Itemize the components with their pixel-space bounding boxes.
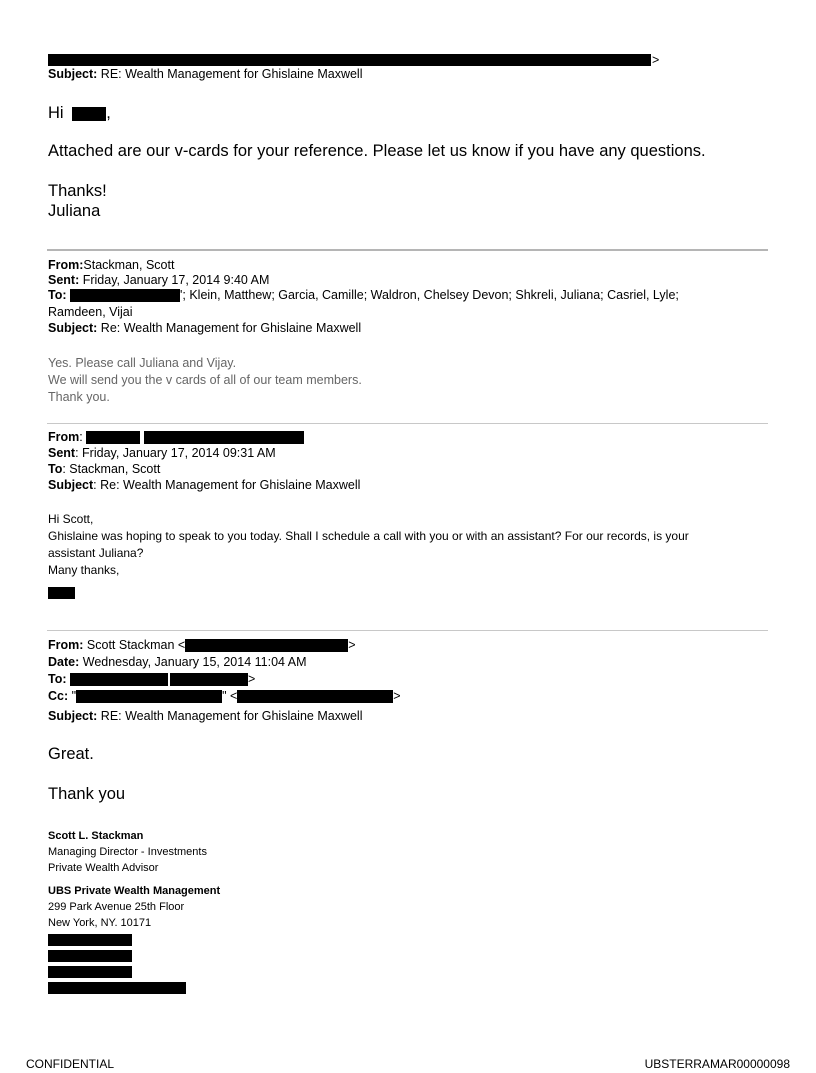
email3-body-line: Hi Scott,: [48, 512, 94, 526]
to-suffix: >: [248, 672, 256, 686]
to-value: '; Klein, Matthew; Garcia, Camille; Waldron, Chelsey Devon; Shkreli, Juliana; Casriel, Lyle;: [180, 288, 679, 302]
email4-body-great: Great.: [48, 745, 94, 763]
subject-label: Subject:: [48, 709, 98, 723]
signature-title: Private Wealth Advisor: [48, 862, 159, 874]
sent-label: Sent:: [48, 273, 80, 287]
email3-to-line: To: Stackman, Scott: [48, 462, 161, 476]
footer-bates-number: UBSTERRAMAR00000098: [644, 1057, 790, 1071]
redaction-bar: [86, 431, 140, 444]
from-label: From:: [48, 638, 84, 652]
email2-from-line: [48, 258, 174, 273]
email3-signature-redaction: [48, 584, 75, 602]
email3-from-line: From:: [48, 430, 304, 445]
email4-subject-line: [48, 709, 363, 724]
redaction-bar: [72, 107, 106, 121]
from-value: Stackman, Scott: [83, 258, 175, 272]
redaction-bar: [48, 966, 132, 978]
email3-body-line: Many thanks,: [48, 563, 120, 577]
subject-value: Re: Wealth Management for Ghislaine Maxwell: [100, 478, 361, 492]
from-label: From: [48, 430, 80, 444]
signature-name: Scott L. Stackman: [48, 830, 144, 842]
email2-body-line: Yes. Please call Juliana and Vijay.: [48, 356, 237, 370]
top-body-text: Attached are our v-cards for your reference. Please let us know if you have any questions.: [48, 142, 706, 160]
redaction-bar: [48, 950, 132, 962]
greeting-prefix: Hi: [48, 104, 64, 122]
redacted-header-line: >: [48, 51, 659, 69]
from-suffix: >: [348, 638, 356, 652]
from-label: From:: [48, 258, 84, 272]
redaction-bar: [48, 54, 651, 66]
email2-to-line2: Ramdeen, Vijai: [48, 305, 133, 319]
redaction-bar: [70, 289, 180, 302]
subject-value: Re: Wealth Management for Ghislaine Maxwell: [100, 321, 362, 335]
cc-label: Cc:: [48, 689, 69, 703]
redaction-bar: [48, 934, 132, 946]
email2-to-line: [48, 288, 679, 303]
to-label: To: [48, 462, 63, 476]
top-thanks: Thanks!: [48, 182, 107, 200]
email3-subject-line: Subject: Re: Wealth Management for Ghislaine Maxwell: [48, 478, 361, 492]
email4-to-line: [48, 672, 255, 687]
redaction-bar: [170, 673, 248, 686]
email2-body-line: Thank you.: [48, 390, 110, 404]
to-label: To:: [48, 672, 67, 686]
divider: [47, 630, 768, 631]
email4-date-line: [48, 655, 307, 670]
redaction-bar: [144, 431, 304, 444]
divider: [47, 249, 768, 251]
subject-value: RE: Wealth Management for Ghislaine Maxwell: [100, 709, 363, 723]
subject-label: Subject: [48, 478, 94, 492]
email4-body-thanks: Thank you: [48, 785, 126, 803]
greeting: [48, 103, 111, 123]
divider: [47, 423, 768, 424]
date-value: Wednesday, January 15, 2014 11:04 AM: [82, 655, 307, 669]
redaction-bar: [76, 690, 222, 703]
cc-quote: ": [71, 689, 77, 703]
email3-body-line: assistant Juliana?: [48, 546, 144, 560]
footer-confidential: CONFIDENTIAL: [26, 1057, 115, 1071]
cc-suffix: >: [393, 689, 401, 703]
email2-body-line: We will send you the v cards of all of our team members.: [48, 373, 362, 387]
top-signoff: Juliana: [48, 202, 101, 220]
subject-text: RE: Wealth Management for Ghislaine Maxwell: [100, 67, 363, 81]
top-subject-line: [48, 67, 363, 82]
from-value: Scott Stackman <: [86, 638, 186, 652]
greeting-suffix: ,: [106, 104, 111, 122]
subject-label: Subject:: [48, 321, 98, 335]
redaction-bar: [237, 690, 393, 703]
signature-company: UBS Private Wealth Management: [48, 885, 221, 897]
redaction-bar: [48, 587, 75, 599]
signature-address: 299 Park Avenue 25th Floor: [48, 901, 185, 913]
to-label: To:: [48, 288, 67, 302]
cc-quote: " <: [222, 689, 238, 703]
redaction-bar: [70, 673, 168, 686]
sent-label: Sent: [48, 446, 76, 460]
to-value: Stackman, Scott: [69, 462, 161, 476]
subject-label: Subject:: [48, 67, 98, 81]
email2-sent-line: [48, 273, 269, 288]
signature-redactions: [48, 934, 186, 994]
date-label: Date:: [48, 655, 80, 669]
signature-address: New York, NY. 10171: [48, 917, 152, 929]
sent-value: Friday, January 17, 2014 9:40 AM: [82, 273, 270, 287]
email4-cc-line: [48, 689, 401, 704]
email2-subject-line: [48, 321, 361, 336]
signature-title: Managing Director - Investments: [48, 846, 207, 858]
redaction-bar: [48, 982, 186, 994]
sent-value: Friday, January 17, 2014 09:31 AM: [82, 446, 276, 460]
email3-sent-line: Sent: Friday, January 17, 2014 09:31 AM: [48, 446, 276, 460]
redaction-bar: [185, 639, 348, 652]
email3-body-line: Ghislaine was hoping to speak to you today. Shall I schedule a call with you or with an assistant? For our records, is your: [48, 529, 689, 543]
email4-from-line: [48, 638, 356, 653]
